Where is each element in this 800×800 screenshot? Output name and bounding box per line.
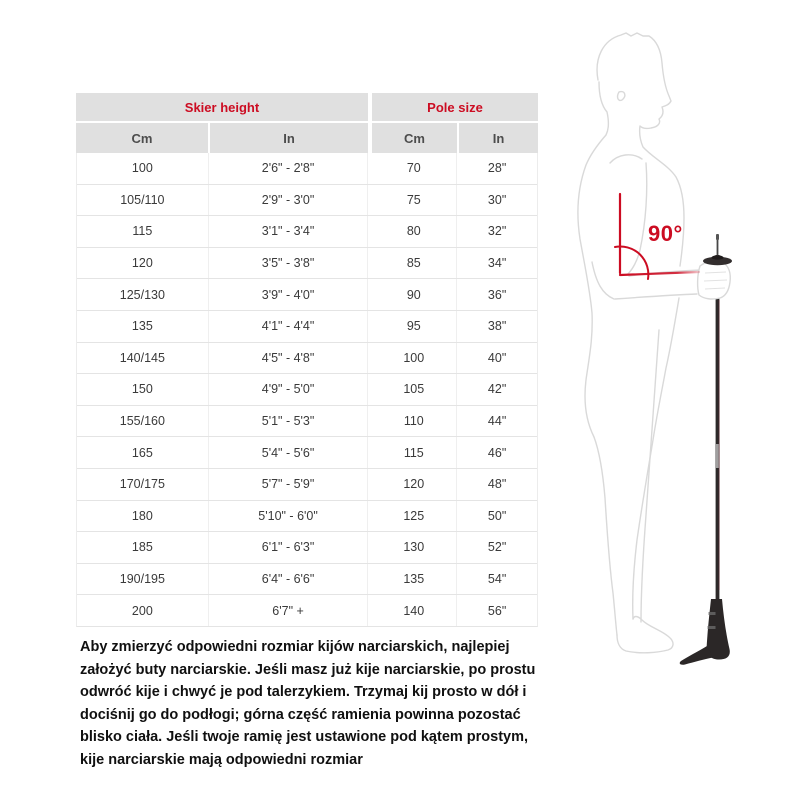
table-row [77, 405, 537, 437]
table-cell: 190/195 [119, 572, 165, 587]
table-cell: 185 [131, 540, 153, 555]
ski-pole-size-table [76, 93, 538, 627]
table-cell: 80 [406, 224, 421, 239]
table-cell: 85 [406, 256, 421, 271]
table-cell: 6'1" - 6'3" [208, 532, 368, 563]
table-cell: 110 [403, 414, 424, 429]
table-cell: 105 [403, 382, 425, 397]
table-cell: 28" [456, 153, 537, 184]
pole-tip [717, 239, 719, 256]
table-cell: 6'4" - 6'6" [208, 564, 368, 595]
table-row [77, 342, 537, 374]
table-cell: 4'9" - 5'0" [208, 374, 368, 405]
table-cell: 115 [132, 224, 153, 239]
table-cell: 115 [403, 445, 424, 460]
table-cell: 40" [456, 343, 537, 374]
table-cell: 42" [456, 374, 537, 405]
table-cell: 140 [403, 603, 425, 618]
skier-measurement-illustration [540, 0, 800, 720]
header-pole-size: Pole size [372, 93, 538, 123]
subheader-skier-in: In [208, 123, 368, 153]
table-cell: 100 [403, 350, 425, 365]
grip-notch [709, 612, 716, 615]
table-cell: 5'7" - 5'9" [208, 469, 368, 500]
table-cell: 44" [456, 406, 537, 437]
table-row [77, 436, 537, 468]
table-cell: 32" [456, 216, 537, 247]
table-cell: 56" [456, 595, 537, 626]
table-cell: 34" [456, 248, 537, 279]
table-cell: 135 [403, 572, 425, 587]
table-cell: 90 [406, 287, 421, 302]
table-cell: 200 [131, 603, 153, 618]
pole-strap [680, 646, 713, 665]
table-cell: 140/145 [119, 350, 165, 365]
table-cell: 5'4" - 5'6" [208, 437, 368, 468]
table-cell: 3'9" - 4'0" [208, 279, 368, 310]
table-cell: 4'5" - 4'8" [208, 343, 368, 374]
table-cell: 155/160 [119, 414, 165, 429]
table-cell: 6'7" + [208, 595, 368, 626]
table-cell: 95 [406, 319, 421, 334]
table-cell: 5'10" - 6'0" [208, 501, 368, 532]
table-cell: 50" [456, 501, 537, 532]
table-row [77, 215, 537, 247]
table-cell: 75 [406, 192, 421, 207]
table-cell: 54" [456, 564, 537, 595]
table-group-header-row [76, 93, 538, 123]
instructions-text: Aby zmierzyć odpowiedni rozmiar kijów narciarskich, najlepiej założyć buty narciarskie. Jeśli masz już kije narciarskie, po prostu odwróć kije i chwyć je pod talerzykiem. Trzymaj kij prosto w dół i dociśnij go do podłogi; górna część ramienia powinna pozostać blisko ciała. Jeśli twoje ramię jest ustawione pod kątem prostym, kije narciarskie mają odpowiedni rozmiar [80, 639, 536, 768]
table-cell: 2'6" - 2'8" [208, 153, 368, 184]
table-cell: 3'1" - 3'4" [208, 216, 368, 247]
table-cell: 105/110 [120, 192, 165, 207]
table-row [77, 247, 537, 279]
table-row [77, 278, 537, 310]
table-row [77, 500, 537, 532]
table-cell: 100 [131, 161, 153, 176]
table-row [77, 310, 537, 342]
table-cell: 70 [406, 161, 421, 176]
angle-label: 90° [648, 221, 683, 246]
pole-brand-mark [716, 444, 719, 468]
person-outline [578, 33, 701, 653]
subheader-skier-cm: Cm [76, 123, 208, 153]
table-cell: 125 [403, 508, 425, 523]
grip-notch [708, 626, 716, 629]
table-row [77, 563, 537, 595]
table-row [77, 594, 537, 626]
table-subheader-row [76, 123, 538, 153]
table-cell: 46" [456, 437, 537, 468]
table-row [77, 468, 537, 500]
table-cell: 150 [131, 382, 153, 397]
table-cell: 38" [456, 311, 537, 342]
table-cell: 48" [456, 469, 537, 500]
table-cell: 52" [456, 532, 537, 563]
table-cell: 2'9" - 3'0" [208, 185, 368, 216]
table-cell: 3'5" - 3'8" [208, 248, 368, 279]
table-row [77, 531, 537, 563]
table-cell: 130 [403, 540, 425, 555]
header-skier-height: Skier height [76, 93, 368, 123]
table-row [77, 373, 537, 405]
table-cell: 5'1" - 5'3" [208, 406, 368, 437]
table-row [77, 184, 537, 216]
table-cell: 120 [131, 256, 153, 271]
pole-grip [707, 599, 730, 660]
table-cell: 125/130 [119, 287, 165, 302]
subheader-pole-cm: Cm [372, 123, 457, 153]
table-body [76, 153, 538, 627]
hand [698, 261, 731, 299]
table-cell: 30" [456, 185, 537, 216]
table-cell: 170/175 [119, 477, 165, 492]
table-cell: 180 [131, 508, 153, 523]
subheader-pole-in: In [457, 123, 538, 153]
table-cell: 36" [456, 279, 537, 310]
table-row [77, 153, 537, 184]
pole-basket [703, 255, 732, 265]
pole-tip-cap [716, 234, 719, 240]
table-cell: 120 [403, 477, 425, 492]
table-cell: 165 [131, 445, 153, 460]
table-cell: 4'1" - 4'4" [208, 311, 368, 342]
table-cell: 135 [131, 319, 153, 334]
